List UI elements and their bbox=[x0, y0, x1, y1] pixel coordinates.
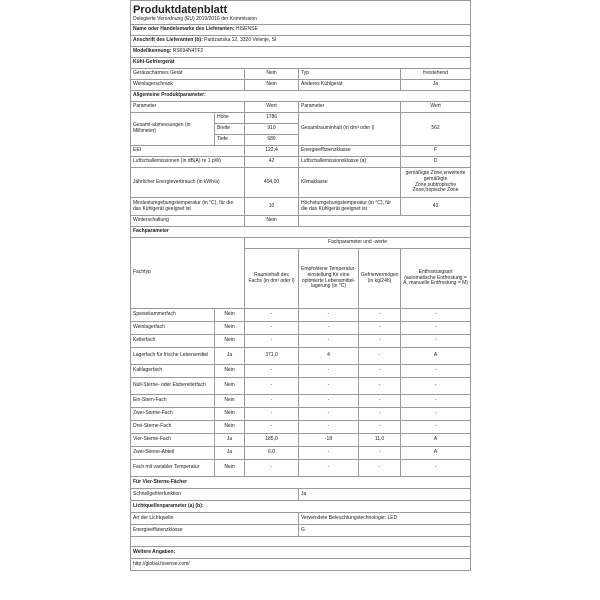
type-row bbox=[131, 80, 471, 91]
param-label: Mindestumgebungstemperatur (in °C), für die das Kühlgerät geeignet ist bbox=[131, 198, 245, 216]
compartment-temperature: -18 bbox=[299, 434, 359, 447]
type-value: Nein bbox=[245, 69, 299, 80]
compartment-temperature: - bbox=[299, 365, 359, 378]
supplier-address-row bbox=[131, 36, 471, 47]
compartment-name: Drei-Sterne-Fach bbox=[131, 421, 215, 434]
fachtyp-header: Fachtyp bbox=[131, 238, 245, 309]
climate-class-value: gemäßigte Zone,erweiterte gemäßigte Zone,subtropische Zone,tropische Zone bbox=[401, 168, 471, 198]
compartment-present: Nein bbox=[215, 408, 245, 421]
type-value: Nein bbox=[245, 80, 299, 91]
compartment-freezing: - bbox=[359, 348, 401, 365]
compartment-volume: - bbox=[245, 309, 299, 322]
compartment-freezing: - bbox=[359, 447, 401, 460]
compartment-freezing: - bbox=[359, 395, 401, 408]
compartment-defrost: - bbox=[401, 309, 471, 322]
compartment-temperature: - bbox=[299, 322, 359, 335]
param-value: 43 bbox=[401, 198, 471, 216]
compartment-name: Lagerfach für frische Lebensmittel bbox=[131, 348, 215, 365]
dimensions-label: Gesamt-abmessungen (in Millimeter) bbox=[131, 113, 215, 146]
quick-freeze-row bbox=[131, 489, 471, 501]
compartments-section-title: Fachparameter bbox=[131, 227, 471, 238]
param-label: Klimaklasse bbox=[299, 168, 401, 198]
compartment-defrost: A bbox=[401, 434, 471, 447]
compartment-present: Nein bbox=[215, 460, 245, 477]
dimension-value: 1786 bbox=[245, 113, 299, 124]
compartment-row bbox=[131, 365, 471, 378]
compartment-defrost: - bbox=[401, 460, 471, 477]
compartment-volume: - bbox=[245, 460, 299, 477]
compartment-present: Nein bbox=[215, 378, 245, 395]
type-value: Ja bbox=[401, 80, 471, 91]
compartment-present: Nein bbox=[215, 365, 245, 378]
light-section-title: Lichtquellenparameter (a) (b): bbox=[131, 501, 471, 513]
compartment-defrost: A bbox=[401, 447, 471, 460]
supplier-name-label: Name oder Handelsmarke des Lieferanten: bbox=[133, 26, 235, 33]
compartment-name: Zwei-Sterne-Fach bbox=[131, 408, 215, 421]
compartment-temperature: - bbox=[299, 447, 359, 460]
quick-freeze-value: Ja bbox=[299, 489, 471, 501]
compartment-volume: 185,0 bbox=[245, 434, 299, 447]
column-header: Gefriervermögen (in kg/24h) bbox=[359, 249, 401, 309]
compartment-present: Nein bbox=[215, 395, 245, 408]
compartment-defrost: - bbox=[401, 421, 471, 434]
light-row bbox=[131, 513, 471, 525]
compartment-row bbox=[131, 348, 471, 365]
compartment-row bbox=[131, 434, 471, 447]
param-value: 122,4 bbox=[245, 146, 299, 157]
supplier-address-value: Partizanska 12, 3320 Velenje, SI bbox=[204, 37, 277, 44]
model-value: RS694N4TF2 bbox=[172, 48, 204, 55]
type-section-title: Kühl-Gefriergerät bbox=[131, 58, 471, 69]
type-value: freistehend bbox=[401, 69, 471, 80]
model-label: Modellkennung: bbox=[133, 48, 172, 55]
compartment-freezing: - bbox=[359, 408, 401, 421]
param-label: Höchstumgebungstemperatur (in °C), für die das Kühlgerät geeignet ist bbox=[299, 198, 401, 216]
type-label: Geräuscharmes Gerät bbox=[131, 69, 245, 80]
compartment-volume: 371,0 bbox=[245, 348, 299, 365]
compartment-present: Nein bbox=[215, 421, 245, 434]
general-row bbox=[131, 168, 471, 198]
compartment-volume: - bbox=[245, 421, 299, 434]
compartment-temperature: - bbox=[299, 421, 359, 434]
compartment-temperature: - bbox=[299, 309, 359, 322]
compartment-freezing: - bbox=[359, 335, 401, 348]
dimension-label: Tiefe bbox=[215, 135, 245, 146]
compartment-name: Fach mit variabler Temperatur bbox=[131, 460, 215, 477]
dimension-value: 910 bbox=[245, 124, 299, 135]
supplier-name-row bbox=[131, 25, 471, 36]
supplier-address-label: Anschrift des Lieferanten (b): bbox=[133, 37, 203, 44]
type-label: Weinlagerschrank bbox=[131, 80, 245, 91]
light-row bbox=[131, 525, 471, 537]
param-value: F bbox=[401, 146, 471, 157]
compartment-defrost: - bbox=[401, 378, 471, 395]
compartment-volume: - bbox=[245, 395, 299, 408]
compartment-row bbox=[131, 460, 471, 477]
compartment-volume: 6,0 bbox=[245, 447, 299, 460]
spacer-row bbox=[131, 537, 471, 547]
compartment-name: Kaltlagerfach bbox=[131, 365, 215, 378]
winter-row bbox=[131, 216, 471, 227]
compartment-defrost: - bbox=[401, 365, 471, 378]
compartment-defrost: A bbox=[401, 348, 471, 365]
param-label: Energieeffizienzklasse bbox=[299, 146, 401, 157]
compartment-freezing: - bbox=[359, 309, 401, 322]
dimension-label: Höhe bbox=[215, 113, 245, 124]
compartment-volume: - bbox=[245, 408, 299, 421]
compartment-name: Kellerfach bbox=[131, 335, 215, 348]
type-label: Anderes Kühlgerät bbox=[299, 80, 401, 91]
type-label: Typ bbox=[299, 69, 401, 80]
further-section-title: Weitere Angaben: bbox=[131, 547, 471, 559]
compartment-row bbox=[131, 309, 471, 322]
compartment-temperature: - bbox=[299, 378, 359, 395]
general-row bbox=[131, 146, 471, 157]
param-value: 404,00 bbox=[245, 168, 299, 198]
empty-cell bbox=[299, 216, 471, 227]
compartment-row bbox=[131, 421, 471, 434]
quick-freeze-label: Schnellgefrierfunktion bbox=[131, 489, 299, 501]
compartment-present: Nein bbox=[215, 309, 245, 322]
total-volume-label: Gesamtrauminhalt (in dm³ oder l) bbox=[299, 113, 401, 146]
dimension-value: 689 bbox=[245, 135, 299, 146]
general-header-row bbox=[131, 102, 471, 113]
supplier-name-value: HISENSE bbox=[235, 26, 258, 33]
compartment-temperature: - bbox=[299, 395, 359, 408]
param-label: EEI bbox=[131, 146, 245, 157]
four-star-section-title: Für Vier-Sterne-Fächer bbox=[131, 477, 471, 489]
compartment-freezing: - bbox=[359, 378, 401, 395]
compartment-defrost: - bbox=[401, 408, 471, 421]
page-title bbox=[131, 1, 471, 25]
compartment-name: Speisekammerfach bbox=[131, 309, 215, 322]
compartment-name: Zwei-Sterne-Abteil bbox=[131, 447, 215, 460]
compartment-present: Nein bbox=[215, 322, 245, 335]
general-row bbox=[131, 157, 471, 168]
compartment-freezing: - bbox=[359, 421, 401, 434]
compartment-group-header: Fachparameter und -werte bbox=[245, 238, 471, 249]
compartment-row bbox=[131, 408, 471, 421]
param-label: Jährlicher Energieverbrauch (in kWh/a) bbox=[131, 168, 245, 198]
column-header: Entfrostungsart (automatische Entfrostung = A, manuelle Entfrostung = M) bbox=[401, 249, 471, 309]
compartment-row bbox=[131, 335, 471, 348]
compartment-present: Ja bbox=[215, 348, 245, 365]
compartment-present: Nein bbox=[215, 335, 245, 348]
compartment-volume: - bbox=[245, 335, 299, 348]
column-header: Wert bbox=[401, 102, 471, 113]
compartment-temperature: 4 bbox=[299, 348, 359, 365]
general-row bbox=[131, 198, 471, 216]
type-row bbox=[131, 69, 471, 80]
title-text: Produktdatenblatt bbox=[133, 3, 228, 16]
winter-label: Winterschaltung bbox=[131, 216, 245, 227]
compartment-name: Weinlagerfach bbox=[131, 322, 215, 335]
param-label: Luftschallemissionen (in dB(A) re 1 pW) bbox=[131, 157, 245, 168]
subtitle-text: Delegierte Verordnung (EU) 2019/2016 der Kommission bbox=[133, 15, 257, 22]
compartment-row bbox=[131, 447, 471, 460]
model-row bbox=[131, 47, 471, 58]
compartment-temperature: - bbox=[299, 408, 359, 421]
compartment-temperature: - bbox=[299, 460, 359, 477]
compartment-defrost: - bbox=[401, 395, 471, 408]
compartment-freezing: - bbox=[359, 365, 401, 378]
winter-value: Nein bbox=[245, 216, 299, 227]
column-header: Empfohlene Temperatur-einstellung für eine optimierte Lebensmittel-lagerung (in °C) bbox=[299, 249, 359, 309]
dimension-label: Breite bbox=[215, 124, 245, 135]
compartment-defrost: - bbox=[401, 322, 471, 335]
compartment-defrost: - bbox=[401, 335, 471, 348]
website-link[interactable]: http://global.hisense.com/ bbox=[131, 559, 471, 571]
compartment-name: Vier-Sterne-Fach bbox=[131, 434, 215, 447]
column-header: Parameter bbox=[131, 102, 245, 113]
light-value: Verwendete Beleuchtungstechnologie: LED bbox=[299, 513, 471, 525]
general-section-title: Allgemeine Produktparameter: bbox=[131, 91, 471, 102]
compartment-freezing: - bbox=[359, 460, 401, 477]
light-label: Energieeffizienzklasse bbox=[131, 525, 299, 537]
compartment-name: Ein-Stern-Fach bbox=[131, 395, 215, 408]
param-label: Luftschallemissionsklasse (a) bbox=[299, 157, 401, 168]
compartment-temperature: - bbox=[299, 335, 359, 348]
light-label: Art der Lichtquelle bbox=[131, 513, 299, 525]
compartment-volume: - bbox=[245, 322, 299, 335]
column-header: Wert bbox=[245, 102, 299, 113]
compartment-name: Null-Sterne- oder Eisbereiterfach bbox=[131, 378, 215, 395]
product-data-sheet bbox=[130, 0, 470, 600]
param-value: 10 bbox=[245, 198, 299, 216]
compartment-row bbox=[131, 395, 471, 408]
param-value: 42 bbox=[245, 157, 299, 168]
total-volume-value: 562 bbox=[401, 113, 471, 146]
compartment-row bbox=[131, 322, 471, 335]
compartment-volume: - bbox=[245, 378, 299, 395]
data-table bbox=[130, 0, 471, 571]
compartment-freezing: - bbox=[359, 322, 401, 335]
column-header: Parameter bbox=[299, 102, 401, 113]
compartment-present: Ja bbox=[215, 434, 245, 447]
param-value: D bbox=[401, 157, 471, 168]
compartment-present: Ja bbox=[215, 447, 245, 460]
compartment-row bbox=[131, 378, 471, 395]
light-value: G bbox=[299, 525, 471, 537]
compartment-volume: - bbox=[245, 365, 299, 378]
compartment-freezing: 11,0 bbox=[359, 434, 401, 447]
column-header: Rauminhalt des Fachs (in dm³ oder l) bbox=[245, 249, 299, 309]
